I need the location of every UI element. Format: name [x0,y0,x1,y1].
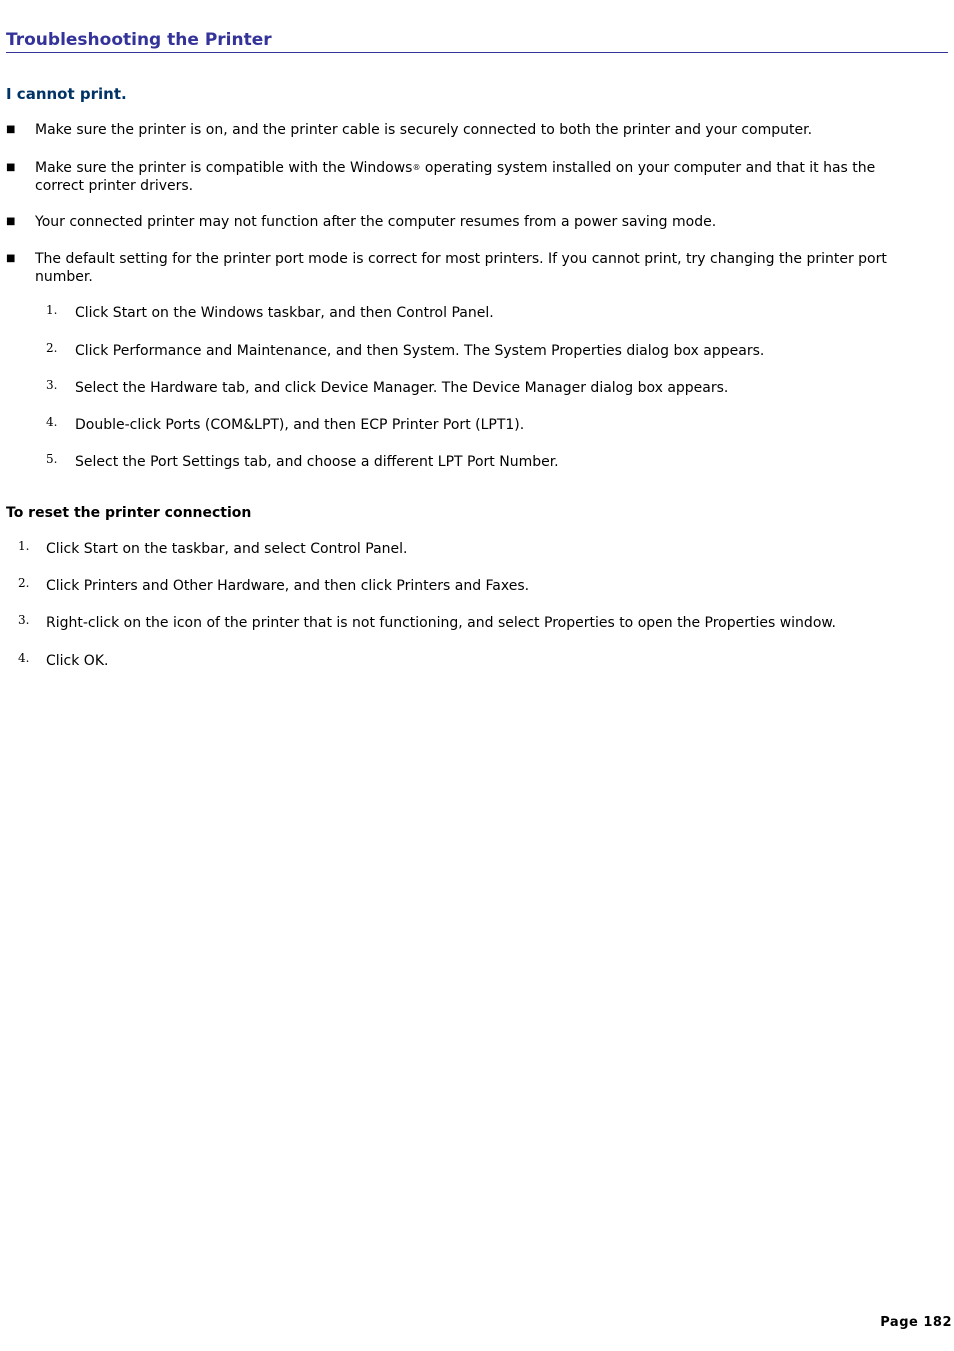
step-number: 3. [18,613,30,627]
bullet-icon: ■ [6,124,16,135]
step-number: 5. [46,452,58,466]
section-heading: I cannot print. [6,85,127,103]
list-item-text: Make sure the printer is compatible with the Windows® operating system installed on your computer and that it has the correct printer drivers. [35,160,876,194]
page-title: Troubleshooting the Printer [6,30,948,53]
sub-heading: To reset the printer connection [6,505,252,521]
list-item-text: The default setting for the printer port mode is correct for most printers. If you cannot print, try changing the printer port number. [35,251,887,285]
step-text: Double-click Ports (COM&LPT), and then ECP Printer Port (LPT1). [75,417,525,433]
list-item-text: Make sure the printer is on, and the printer cable is securely connected to both the printer and your computer. [35,122,813,138]
step-text: Select the Port Settings tab, and choose a different LPT Port Number. [75,454,559,470]
step-number: 2. [18,576,30,590]
step-number: 1. [46,303,58,317]
step-text: Click OK. [46,653,109,669]
step-number: 3. [46,378,58,392]
list-item-text: Your connected printer may not function after the computer resumes from a power saving mode. [35,214,717,230]
step-number: 4. [46,415,58,429]
bullet-icon: ■ [6,216,16,227]
step-text: Click Printers and Other Hardware, and then click Printers and Faxes. [46,578,530,594]
step-text: Click Start on the Windows taskbar, and then Control Panel. [75,305,494,321]
step-text: Click Performance and Maintenance, and then System. The System Properties dialog box appears. [75,343,765,359]
page-number: Page 182 [880,1315,952,1330]
bullet-icon: ■ [6,162,16,173]
step-text: Click Start on the taskbar, and select Control Panel. [46,541,408,557]
bullet-icon: ■ [6,253,16,264]
step-number: 2. [46,341,58,355]
registered-mark: ® [412,163,421,172]
step-text: Right-click on the icon of the printer that is not functioning, and select Properties to open the Properties window. [46,615,836,631]
step-text: Select the Hardware tab, and click Device Manager. The Device Manager dialog box appears. [75,380,729,396]
step-number: 4. [18,651,30,665]
step-number: 1. [18,539,30,553]
